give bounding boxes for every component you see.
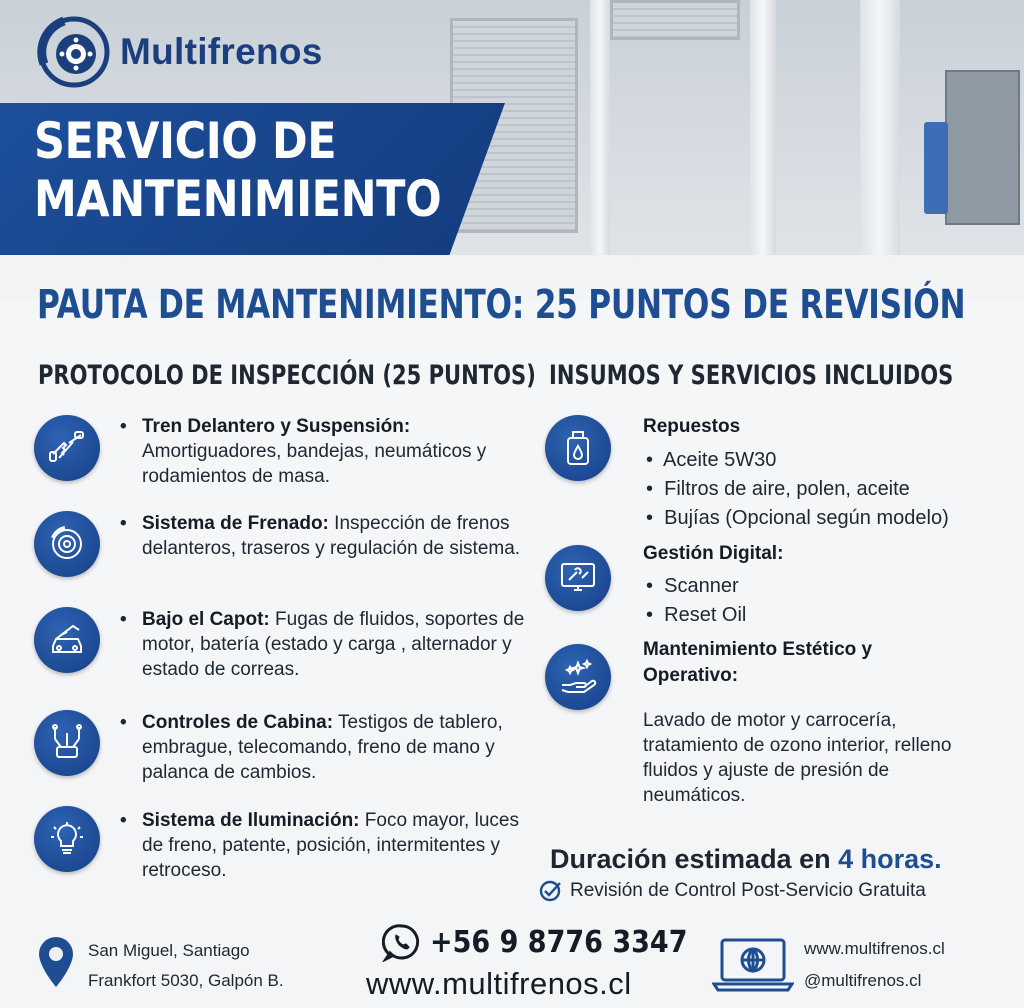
list-item: • Aceite 5W30	[646, 449, 777, 471]
main-title: PAUTA DE MANTENIMIENTO: 25 PUNTOS DE REVISIÓN	[37, 282, 966, 328]
social-links	[804, 933, 945, 997]
laptop-globe-icon	[712, 936, 794, 994]
gestion-list	[646, 572, 746, 630]
cabin-controls-icon	[34, 710, 100, 776]
phone-link[interactable]	[382, 922, 716, 962]
social-handle[interactable]: @multifrenos.cl	[804, 971, 922, 990]
item-text: Testigos de tablero, embrague, telecomando, freno de mano y palanca de cambios.	[142, 712, 503, 783]
list-item: • Filtros de aire, polen, aceite	[646, 478, 910, 500]
repuestos-list	[646, 446, 949, 533]
left-column-title: PROTOCOLO DE INSPECCIÓN (25 PUNTOS)	[38, 360, 536, 391]
banner-title-line2: MANTENIMIENTO	[34, 170, 442, 228]
suspension-icon	[34, 415, 100, 481]
banner-title-line1: SERVICIO DE	[34, 112, 337, 170]
item-title: Bajo el Capot:	[142, 609, 270, 630]
light-bulb-icon	[34, 806, 100, 872]
right-column-title: INSUMOS Y SERVICIOS INCLUIDOS	[549, 360, 954, 391]
list-item: • Bajo el Capot: Fugas de fluidos, soportes de motor, batería (estado y carga , alternador y estado de correas.	[120, 609, 525, 680]
repuestos-heading: Repuestos	[643, 416, 741, 437]
gestion-heading: Gestión Digital:	[643, 543, 784, 564]
duration-text: Duración estimada en 4 horas.	[550, 844, 942, 874]
brake-disc-icon	[34, 511, 100, 577]
estetico-text: Lavado de motor y carrocería, tratamiento de ozono interior, relleno fluidos y ajuste de presión de neumáticos.	[643, 710, 952, 806]
website-small-link[interactable]: www.multifrenos.cl	[804, 939, 945, 958]
sparkle-hand-icon	[545, 644, 611, 710]
list-item: • Controles de Cabina: Testigos de tablero, embrague, telecomando, freno de mano y palanca de cambios.	[120, 712, 503, 783]
brand-logo[interactable]	[34, 12, 323, 92]
whatsapp-icon	[382, 922, 422, 962]
list-item: • Sistema de Iluminación: Foco mayor, luces de freno, patente, posición, intermitentes y retroceso.	[120, 810, 519, 881]
website-link[interactable]: www.multifrenos.cl	[366, 966, 632, 1001]
brand-name: Multifrenos	[120, 31, 323, 72]
item-text: Foco mayor, luces de freno, patente, posición, intermitentes y retroceso.	[142, 810, 519, 881]
item-text: Fugas de fluidos, soportes de motor, batería (estado y carga , alternador y estado de correas.	[142, 609, 525, 680]
address-line2: Frankfort 5030, Galpón B.	[88, 971, 284, 990]
check-circle-icon	[539, 879, 563, 903]
diagnostic-monitor-icon	[545, 545, 611, 611]
list-item: • Tren Delantero y Suspensión: Amortiguadores, bandejas, neumáticos y rodamientos de masa.	[120, 416, 487, 487]
item-text: Amortiguadores, bandejas, neumáticos y rodamientos de masa.	[142, 441, 487, 487]
list-item: • Bujías (Opcional según modelo)	[646, 507, 949, 529]
item-title: Sistema de Frenado:	[142, 513, 329, 534]
list-item: • Reset Oil	[646, 604, 747, 626]
list-item: • Scanner	[646, 575, 739, 597]
item-title: Tren Delantero y Suspensión:	[142, 416, 411, 437]
car-hood-icon	[34, 607, 100, 673]
brake-logo-icon	[34, 12, 114, 92]
control-note: Revisión de Control Post-Servicio Gratuita	[539, 879, 926, 903]
duration-value: 4 horas.	[838, 844, 942, 874]
list-item: • Sistema de Frenado: Inspección de frenos delanteros, traseros y regulación de sistema.	[120, 513, 521, 559]
item-title: Sistema de Iluminación:	[142, 810, 360, 831]
oil-bottle-icon	[545, 415, 611, 481]
address-line1: San Miguel, Santiago	[88, 941, 250, 960]
estetico-heading: Mantenimiento Estético y Operativo:	[643, 639, 873, 686]
location-pin-icon	[36, 935, 76, 990]
phone-number: +56 9 8776 3347	[430, 924, 688, 960]
address	[88, 936, 284, 996]
item-text: Inspección de frenos delanteros, traseros y regulación de sistema.	[142, 513, 521, 559]
banner-title	[34, 112, 442, 228]
item-title: Controles de Cabina:	[142, 712, 334, 733]
